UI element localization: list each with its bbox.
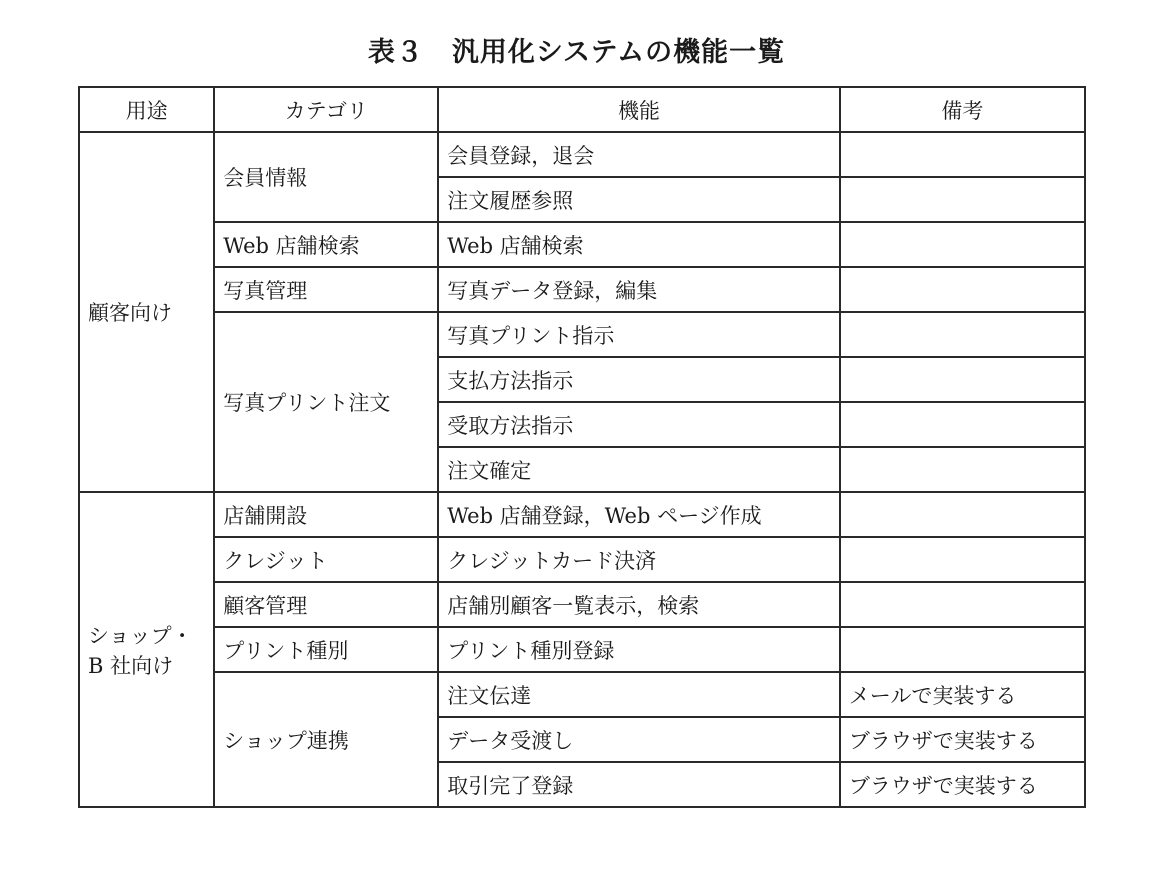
function-cell: 注文履歴参照 <box>438 177 840 222</box>
table-row <box>79 312 1085 357</box>
note-cell <box>840 222 1085 267</box>
table-row <box>79 492 1085 537</box>
category-cell: 店舗開設 <box>214 492 438 537</box>
function-cell: 注文伝達 <box>438 672 840 717</box>
function-cell: データ受渡し <box>438 717 840 762</box>
note-cell <box>840 132 1085 177</box>
note-cell <box>840 312 1085 357</box>
note-cell: ブラウザで実装する <box>840 762 1085 807</box>
note-cell <box>840 537 1085 582</box>
header-row <box>79 87 1085 132</box>
function-cell: Web 店舗検索 <box>438 222 840 267</box>
table-row <box>79 537 1085 582</box>
category-cell: Web 店舗検索 <box>214 222 438 267</box>
category-cell: 会員情報 <box>214 132 438 222</box>
table-row <box>79 582 1085 627</box>
use-cell: ショップ・ B 社向け <box>79 492 214 807</box>
category-cell: 写真管理 <box>214 267 438 312</box>
function-cell: 写真データ登録，編集 <box>438 267 840 312</box>
use-cell: 顧客向け <box>79 132 214 492</box>
function-cell: 注文確定 <box>438 447 840 492</box>
note-cell <box>840 267 1085 312</box>
header-category: カテゴリ <box>214 87 438 132</box>
note-cell: ブラウザで実装する <box>840 717 1085 762</box>
note-cell <box>840 447 1085 492</box>
header-function: 機能 <box>438 87 840 132</box>
table-title: 表３ 汎用化システムの機能一覧 <box>367 37 786 68</box>
category-cell: 写真プリント注文 <box>214 312 438 492</box>
note-cell: メールで実装する <box>840 672 1085 717</box>
function-table <box>78 86 1086 808</box>
category-cell: ショップ連携 <box>214 672 438 807</box>
function-cell: Web 店舗登録，Web ページ作成 <box>438 492 840 537</box>
function-cell: 会員登録，退会 <box>438 132 840 177</box>
category-cell: クレジット <box>214 537 438 582</box>
note-cell <box>840 492 1085 537</box>
function-cell: 写真プリント指示 <box>438 312 840 357</box>
function-cell: 受取方法指示 <box>438 402 840 447</box>
note-cell <box>840 582 1085 627</box>
category-cell: 顧客管理 <box>214 582 438 627</box>
note-cell <box>840 402 1085 447</box>
note-cell <box>840 177 1085 222</box>
function-cell: プリント種別登録 <box>438 627 840 672</box>
category-cell: プリント種別 <box>214 627 438 672</box>
table-row <box>79 672 1085 717</box>
note-cell <box>840 627 1085 672</box>
header-use: 用途 <box>79 87 214 132</box>
function-cell: 支払方法指示 <box>438 357 840 402</box>
table-row <box>79 132 1085 177</box>
table-row <box>79 222 1085 267</box>
table-row <box>79 267 1085 312</box>
function-cell: クレジットカード決済 <box>438 537 840 582</box>
function-cell: 取引完了登録 <box>438 762 840 807</box>
note-cell <box>840 357 1085 402</box>
function-cell: 店舗別顧客一覧表示，検索 <box>438 582 840 627</box>
table-row <box>79 627 1085 672</box>
header-note: 備考 <box>840 87 1085 132</box>
